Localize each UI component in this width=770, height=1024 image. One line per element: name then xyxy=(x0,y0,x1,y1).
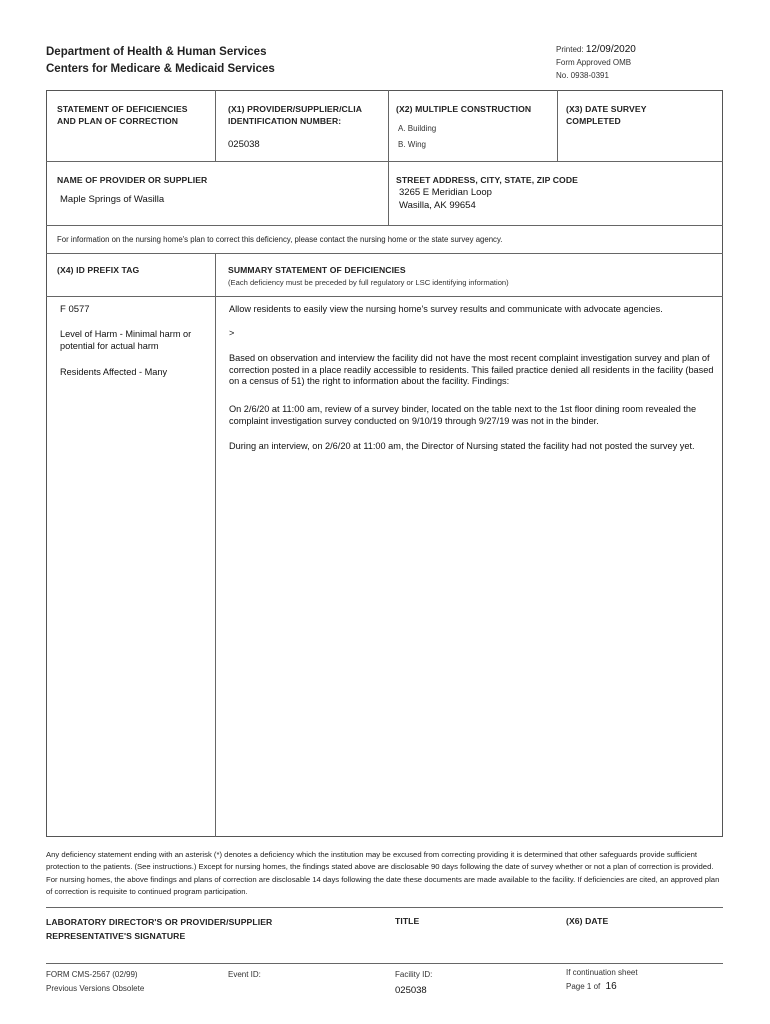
separator-marker: > xyxy=(229,328,235,338)
observation-paragraph: On 2/6/20 at 11:00 am, review of a survey binder, located on the table next to the 1st floor dining room revealed the complaint investigation survey conducted on 9/10/19 through 9/27/19 was not in the binder. xyxy=(229,404,697,426)
summary-label: SUMMARY STATEMENT OF DEFICIENCIES xyxy=(228,265,406,275)
address-label: STREET ADDRESS, CITY, STATE, ZIP CODE xyxy=(396,175,578,185)
x2-label: (X2) MULTIPLE CONSTRUCTION xyxy=(396,104,532,114)
page-indicator xyxy=(566,981,617,993)
x2-wing: B. Wing xyxy=(398,140,427,149)
form-number: FORM CMS-2567 (02/99) xyxy=(46,970,138,979)
info-line: For information on the nursing home's plan to correct this deficiency, please contact the nursing home or the state survey agency. xyxy=(57,235,503,244)
interview-paragraph: During an interview, on 2/6/20 at 11:00 am, the Director of Nursing stated the facility had not posted the survey yet. xyxy=(229,441,695,451)
event-id-label: Event ID: xyxy=(228,970,261,979)
department-title: Department of Health & Human Services xyxy=(46,46,267,58)
residents-affected: Residents Affected - Many xyxy=(60,367,168,377)
x1-value: 025038 xyxy=(228,139,260,150)
deficiency-title: Allow residents to easily view the nursing home's survey results and communicate with advocate agencies. xyxy=(229,304,663,314)
printed-line xyxy=(556,44,636,55)
omb-number: No. 0938-0391 xyxy=(556,71,609,80)
of-label: of xyxy=(593,982,601,991)
title-label: TITLE xyxy=(395,916,420,926)
facility-id-label: Facility ID: xyxy=(395,970,433,979)
statement-label: STATEMENT OF DEFICIENCIES AND PLAN OF CORRECTION xyxy=(57,104,188,126)
findings-paragraph: Based on observation and interview the facility did not have the most recent complaint investigation survey and plan of correction posted in a place readily accessible to residents. This failed practice denied all residents in the facility (based on a census of 51) the right to information about the facility. Findings: xyxy=(229,353,714,387)
page-number: 1 xyxy=(586,982,592,991)
disclaimer-footnote: Any deficiency statement ending with an asterisk (*) denotes a deficiency which the institution may be excused from correcting providing it is determined that other safeguards provide sufficient protection to the patients. (See instructions.) Except for nursing homes, the findings stated above are disclosable 90 days following the date of survey whether or not a plan of correction is provided. For nursing homes, the above findings and plans of correction are disclosable 14 days following the date these documents are made available to the facility. If deficiencies are cited, an approved plan of correction is requisite to continued program participation. xyxy=(46,850,720,897)
obsolete-note: Previous Versions Obsolete xyxy=(46,984,145,993)
summary-sub: (Each deficiency must be preceded by full regulatory or LSC identifying information) xyxy=(228,278,509,287)
address-line1: 3265 E Meridian Loop xyxy=(399,187,492,198)
printed-label: Printed: xyxy=(556,45,584,54)
page-label: Page xyxy=(566,982,585,991)
printed-date: 12/09/2020 xyxy=(585,44,636,55)
date-label: (X6) DATE xyxy=(566,916,609,926)
x4-label: (X4) ID PREFIX TAG xyxy=(57,265,140,275)
continuation-note: If continuation sheet xyxy=(566,968,638,977)
x2-building: A. Building xyxy=(398,124,437,133)
signature-label: LABORATORY DIRECTOR'S OR PROVIDER/SUPPLIER REPRESENTATIVE'S SIGNATURE xyxy=(46,917,273,941)
level-of-harm: Level of Harm - Minimal harm or potential for actual harm xyxy=(60,329,192,351)
facility-id-value: 025038 xyxy=(395,985,427,996)
x1-label: (X1) PROVIDER/SUPPLIER/CLIA IDENTIFICATION NUMBER: xyxy=(228,104,362,126)
address-line2: Wasilla, AK 99654 xyxy=(399,200,476,211)
provider-label: NAME OF PROVIDER OR SUPPLIER xyxy=(57,175,208,185)
page-total: 16 xyxy=(605,981,617,992)
provider-name: Maple Springs of Wasilla xyxy=(60,194,165,205)
x3-label: (X3) DATE SURVEY COMPLETED xyxy=(566,104,647,126)
centers-title: Centers for Medicare & Medicaid Services xyxy=(46,63,275,75)
omb-approval: Form Approved OMB xyxy=(556,58,632,67)
tag-id: F 0577 xyxy=(60,304,90,315)
